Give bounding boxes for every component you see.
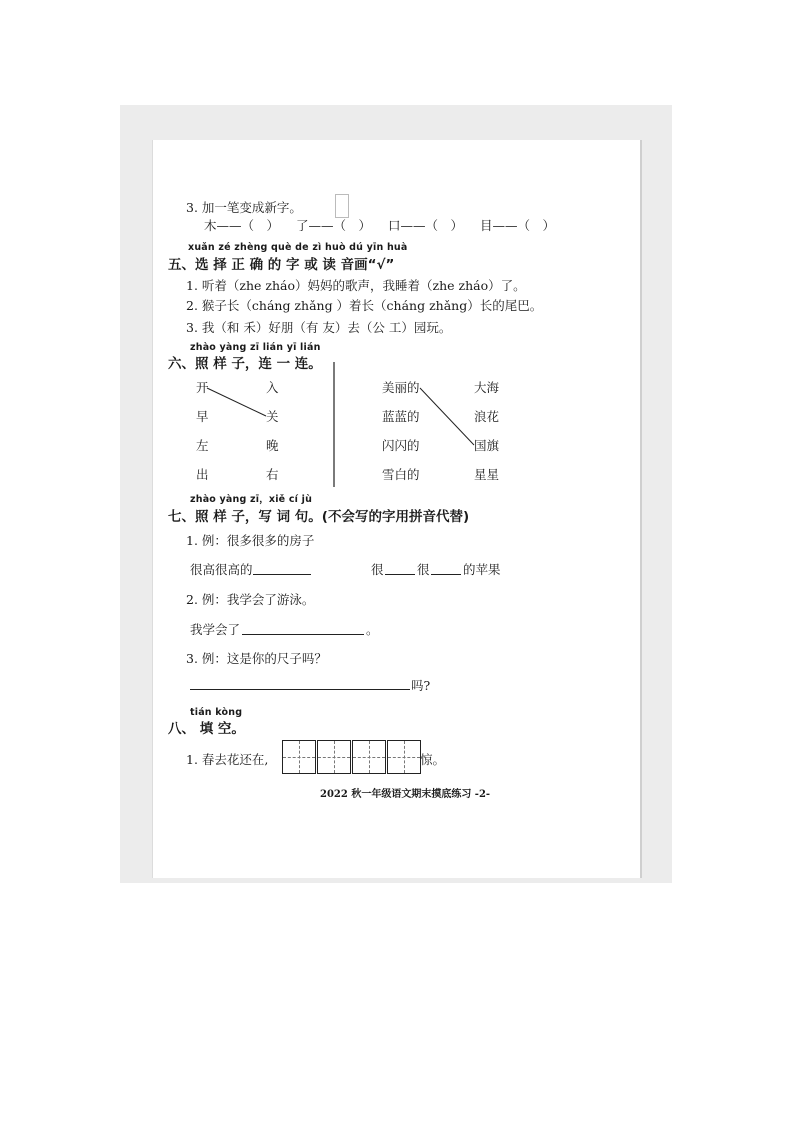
right-match-1: 大海 xyxy=(474,380,500,395)
q3-item-3: 口——（ ） xyxy=(388,218,464,233)
right-word-3: 闪闪的 xyxy=(382,438,420,453)
sec7-heading: 七、照 样 子，写 词 句。(不会写的字用拼音代替) xyxy=(168,509,470,525)
right-word-2: 蓝蓝的 xyxy=(382,409,420,424)
right-match-3: 国旗 xyxy=(474,438,500,453)
answer-blank-3[interactable] xyxy=(431,574,461,575)
sec7-example-3: 3. 例：这是你的尺子吗？ xyxy=(186,651,327,666)
left-word-4: 出 xyxy=(196,467,209,482)
left-match-2: 关 xyxy=(266,409,279,424)
tian-grid xyxy=(282,740,421,774)
sec5-line-2: 2. 猴子长（cháng zhǎng ）着长（cháng zhǎng）长的尾巴。 xyxy=(186,298,543,313)
left-word-2: 早 xyxy=(196,409,209,424)
sec7-ex1-hen-2: 很 xyxy=(417,562,430,577)
sec7-example-2: 2. 例：我学会了游泳。 xyxy=(186,592,315,607)
left-match-1: 入 xyxy=(266,380,279,395)
example-line-left xyxy=(207,388,266,416)
sec5-heading: 五、选 择 正 确 的 字 或 读 音画“√” xyxy=(168,257,395,273)
right-match-4: 星星 xyxy=(474,467,500,482)
left-word-3: 左 xyxy=(196,438,209,453)
right-match-2: 浪花 xyxy=(474,409,500,424)
answer-blank-1[interactable] xyxy=(253,574,311,575)
example-line-right xyxy=(420,388,474,445)
tian-box-2[interactable] xyxy=(317,740,351,774)
tian-box-3[interactable] xyxy=(352,740,386,774)
sec8-pinyin: tián kòng xyxy=(190,707,243,718)
tian-box-4[interactable] xyxy=(387,740,421,774)
answer-blank-5[interactable] xyxy=(190,689,410,690)
q3-item-4: 目——（ ） xyxy=(480,218,556,233)
sec7-pinyin: zhào yàng zī，xiě cí jù xyxy=(190,494,313,505)
sec7-ex3-suffix: 吗? xyxy=(411,678,431,693)
answer-blank-2[interactable] xyxy=(385,574,415,575)
sec7-ex2-period: 。 xyxy=(366,622,379,637)
left-match-4: 右 xyxy=(266,467,279,482)
q3-title: 3. 加一笔变成新字。 xyxy=(186,200,302,215)
sec7-ex2-prefix: 我学会了 xyxy=(190,622,241,637)
right-word-1: 美丽的 xyxy=(382,380,420,395)
sec5-pinyin: xuǎn zé zhèng què de zì huò dú yīn huà xyxy=(188,242,408,253)
sec5-line-3: 3. 我（和 禾）好朋（有 友）去（公 工）园玩。 xyxy=(186,320,452,335)
sec6-pinyin: zhào yàng zī lián yī lián xyxy=(190,342,321,353)
sec6-heading: 六、照 样 子，连 一 连。 xyxy=(168,356,322,372)
left-match-3: 晚 xyxy=(266,438,279,453)
sec7-example-1: 1. 例：很多很多的房子 xyxy=(186,533,315,548)
sec5-line-1: 1. 听着（zhe zháo）妈妈的歌声，我睡着（zhe zháo）了。 xyxy=(186,278,526,293)
sec8-q1-suffix: 惊。 xyxy=(420,752,446,767)
page-footer: 2022 秋一年级语文期末摸底练习 -2- xyxy=(320,789,491,800)
answer-blank-4[interactable] xyxy=(242,634,364,635)
sec8-q1-prefix: 1. 春去花还在, xyxy=(186,752,269,767)
sec7-ex1-suffix: 的苹果 xyxy=(463,562,501,577)
right-word-4: 雪白的 xyxy=(382,467,420,482)
sec8-heading: 八、 填 空。 xyxy=(168,721,245,737)
tian-box-1[interactable] xyxy=(282,740,316,774)
q3-item-2: 了——（ ） xyxy=(296,218,372,233)
sec7-ex1-prefix: 很高很高的 xyxy=(190,562,253,577)
q3-item-1: 木——（ ） xyxy=(204,218,280,233)
left-word-1: 开 xyxy=(196,380,209,395)
sec7-ex1-hen-1: 很 xyxy=(371,562,384,577)
